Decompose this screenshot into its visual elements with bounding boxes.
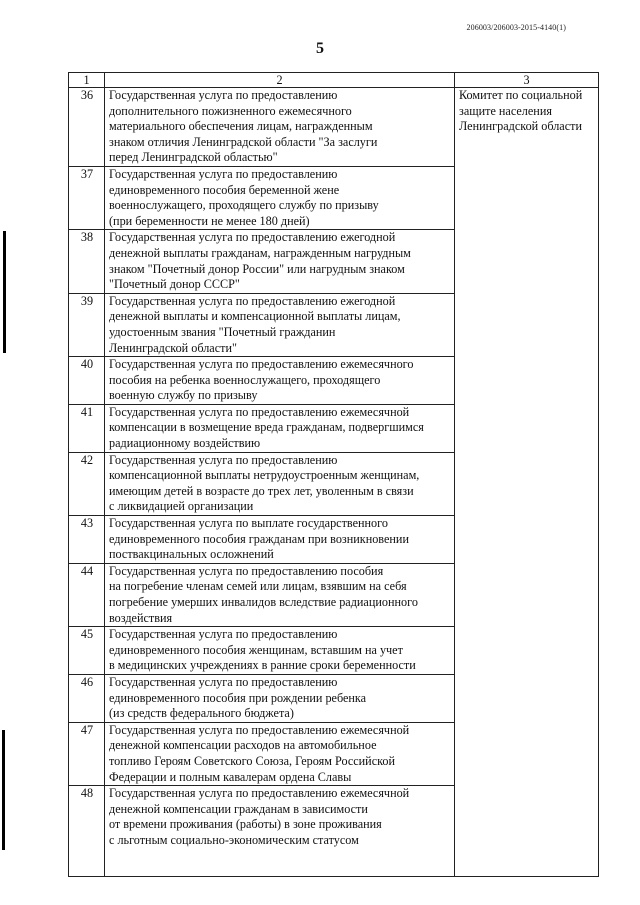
service-description: Государственная услуга по предоставлению ежегодной денежной выплаты и компенсационной выплаты лицам, удостоенным звания "Почетный гражданин Ленинградской области" xyxy=(105,293,455,356)
responsible-agency: Комитет по социальной защите населения Ленинградской области xyxy=(455,88,599,877)
row-number: 44 xyxy=(69,563,105,626)
scan-edge-mark xyxy=(2,730,5,850)
service-description: Государственная услуга по предоставлению ежемесячной компенсации в возмещение вреда гражданам, подвергшимся радиационному воздействию xyxy=(105,404,455,452)
row-number: 42 xyxy=(69,452,105,515)
service-description: Государственная услуга по предоставлению ежемесячной денежной компенсации гражданам в зависимости от времени проживания (работы) в зоне проживания с льготным социально-экономическим статусом xyxy=(105,786,455,877)
row-number: 39 xyxy=(69,293,105,356)
column-header-2: 2 xyxy=(105,73,455,88)
row-number: 40 xyxy=(69,357,105,405)
table-row xyxy=(69,88,599,167)
service-description: Государственная услуга по предоставлению пособия на погребение членам семей или лицам, взявшим на себя погребение умерших инвалидов вследствие радиационного воздействия xyxy=(105,563,455,626)
service-description: Государственная услуга по выплате государственного единовременного пособия гражданам при возникновении поствакцинальных осложнений xyxy=(105,516,455,564)
row-number: 46 xyxy=(69,674,105,722)
document-id: 206003/206003-2015-4140(1) xyxy=(466,23,566,32)
service-description: Государственная услуга по предоставлению ежемесячного пособия на ребенка военнослужащего, проходящего военную службу по призыву xyxy=(105,357,455,405)
service-description: Государственная услуга по предоставлению дополнительного пожизненного ежемесячного материального обеспечения лицам, награжденным знаком отличия Ленинградской области "За заслуги перед Ленинградской областью" xyxy=(105,88,455,167)
row-number: 47 xyxy=(69,722,105,785)
column-header-3: 3 xyxy=(455,73,599,88)
table-header-row xyxy=(69,73,599,88)
service-description: Государственная услуга по предоставлению единовременного пособия беременной жене военнослужащего, проходящего службу по призыву (при беременности не менее 180 дней) xyxy=(105,166,455,229)
row-number: 45 xyxy=(69,627,105,675)
column-header-1: 1 xyxy=(69,73,105,88)
row-number: 36 xyxy=(69,88,105,167)
services-table xyxy=(68,72,599,877)
row-number: 41 xyxy=(69,404,105,452)
row-number: 48 xyxy=(69,786,105,877)
service-description: Государственная услуга по предоставлению компенсационной выплаты нетрудоустроенным женщинам, имеющим детей в возрасте до трех лет, уволенным в связи с ликвидацией организации xyxy=(105,452,455,515)
service-description: Государственная услуга по предоставлению ежемесячной денежной компенсации расходов на автомобильное топливо Героям Советского Союза, Героям Российской Федерации и полным кавалерам ордена Славы xyxy=(105,722,455,785)
service-description: Государственная услуга по предоставлению ежегодной денежной выплаты гражданам, награжденным нагрудным знаком "Почетный донор России" или нагрудным знаком "Почетный донор СССР" xyxy=(105,230,455,293)
row-number: 43 xyxy=(69,516,105,564)
service-description: Государственная услуга по предоставлению единовременного пособия женщинам, вставшим на учет в медицинских учреждениях в ранние сроки беременности xyxy=(105,627,455,675)
service-description: Государственная услуга по предоставлению единовременного пособия при рождении ребенка (из средств федерального бюджета) xyxy=(105,674,455,722)
scan-edge-mark xyxy=(3,231,6,353)
row-number: 38 xyxy=(69,230,105,293)
page-number: 5 xyxy=(316,40,324,57)
row-number: 37 xyxy=(69,166,105,229)
